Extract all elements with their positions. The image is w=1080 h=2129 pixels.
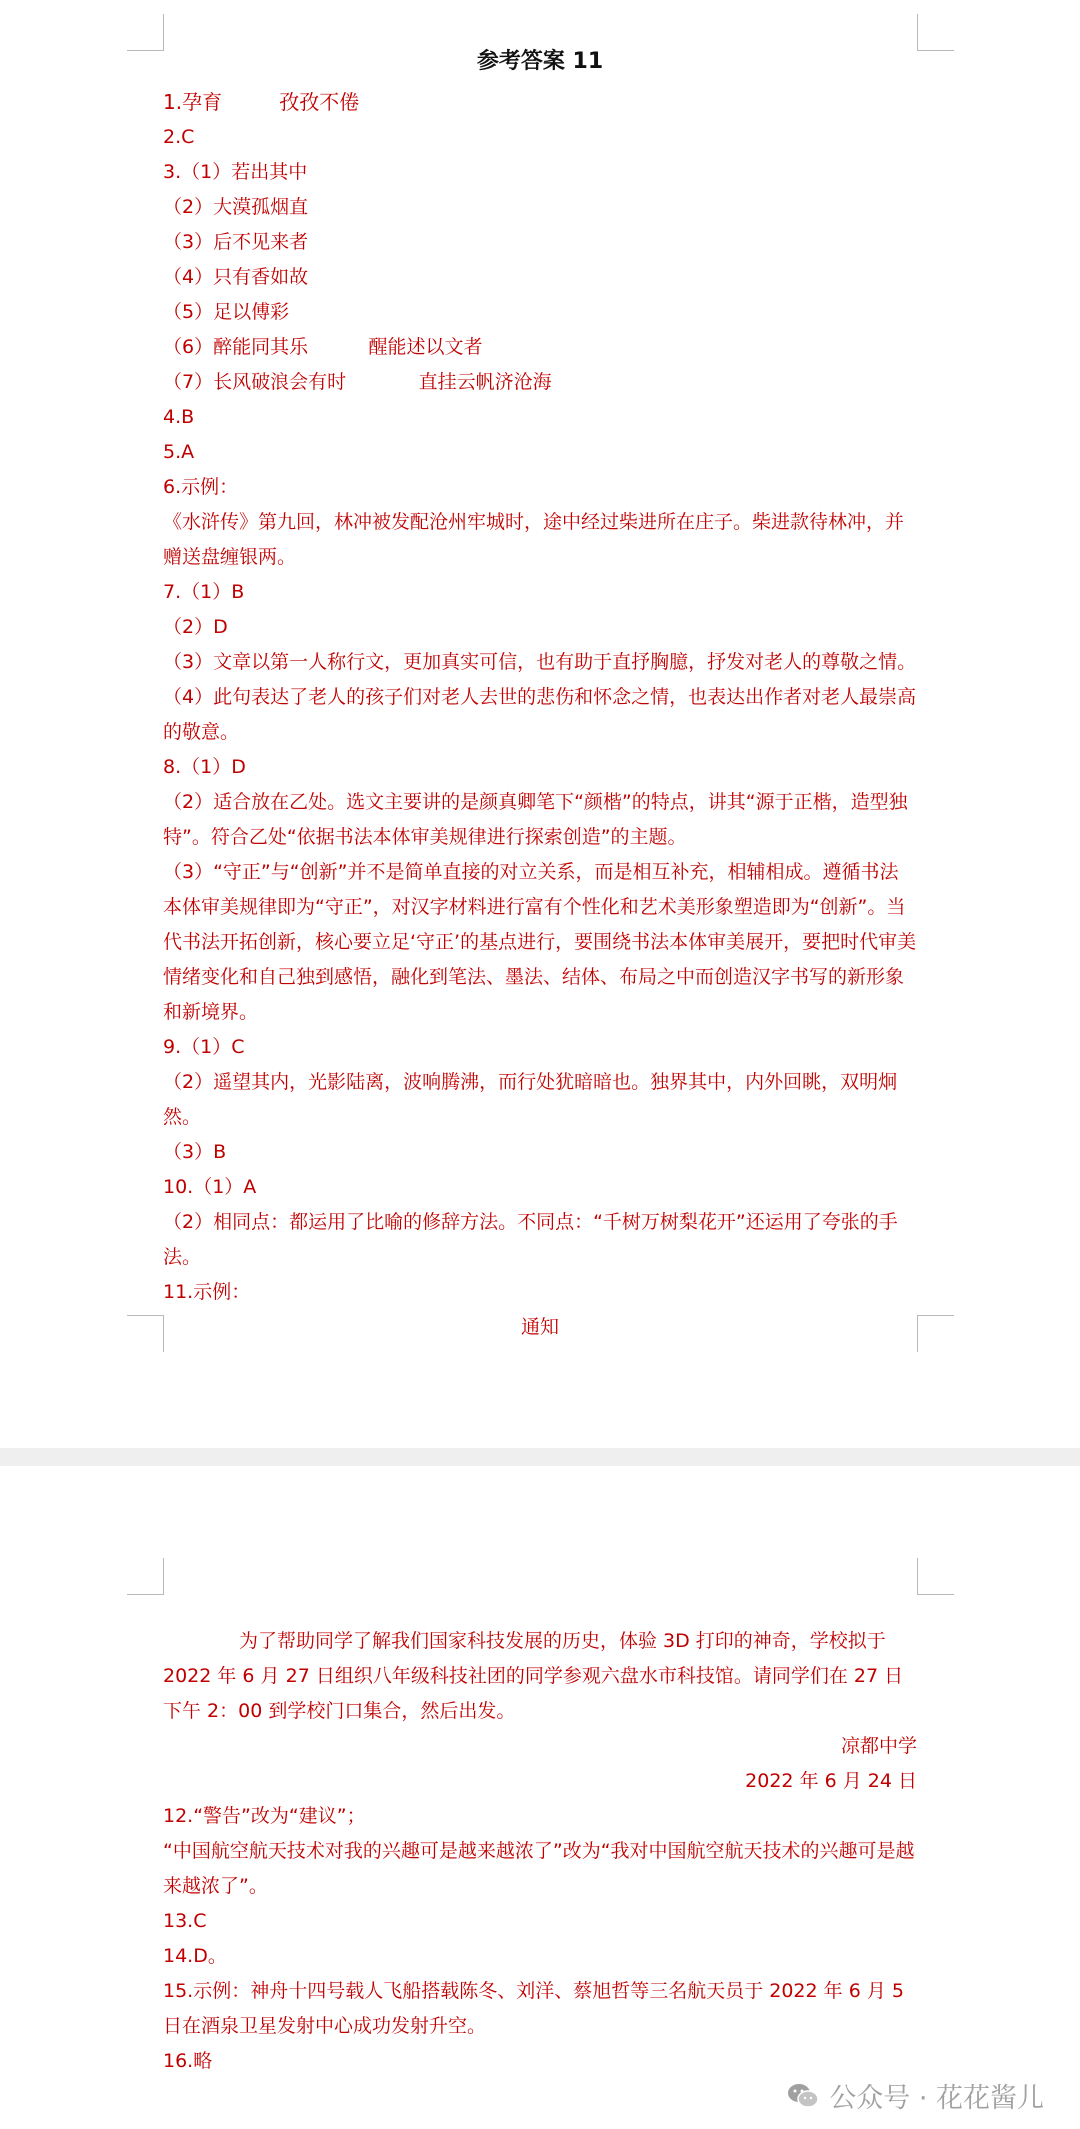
answer-line: 6.示例：: [163, 476, 239, 498]
notice-date: 2022 年 6 月 24 日: [745, 1770, 917, 1792]
answer-line: （4）只有香如故: [163, 266, 309, 288]
answer-line: 16.略: [163, 2050, 213, 2072]
crop-mark-top-right: [917, 1558, 954, 1595]
wechat-icon: [787, 2082, 819, 2110]
answer-paragraph: 15.示例：神舟十四号载人飞船搭载陈冬、刘洋、蔡旭哲等三名航天员于 2022 年 6 月 5 日在酒泉卫星发射中心成功发射升空。: [163, 1980, 904, 2037]
answer-paragraph: “中国航空航天技术对我的兴趣可是越来越浓了”改为“我对中国航空航天技术的兴趣可是越来越浓了”。: [163, 1840, 915, 1897]
answer-line: 8.（1）D: [163, 756, 246, 778]
answer-line: （5）足以傅彩: [163, 301, 290, 323]
answer-line: 12.“警告”改为“建议”；: [163, 1805, 366, 1827]
answer-line: 9.（1）C: [163, 1036, 245, 1058]
notice-title: 通知: [520, 1316, 559, 1338]
answer-paragraph: （2）相同点：都运用了比喻的修辞方法。不同点：“千树万树梨花开”还运用了夸张的手法。: [163, 1211, 898, 1268]
notice-body: 为了帮助同学了解我们国家科技发展的历史，体验 3D 打印的神奇，学校拟于 2022 年 6 月 27 日组织八年级科技社团的同学参观六盘水市科技馆。请同学们在 27 日下午 2：00 到学校门口集合，然后出发。: [163, 1630, 904, 1722]
answer-line: （2）D: [163, 616, 228, 638]
answer-line: （2）大漠孤烟直: [163, 196, 309, 218]
answer-line: （7）长风破浪会有时 直挂云帆济沧海: [163, 371, 552, 393]
answer-line: 7.（1）B: [163, 581, 245, 603]
document-page-2: [0, 1466, 1080, 2129]
watermark-text: 公众号 · 花花酱儿: [829, 2083, 1044, 2114]
answer-line: 3.（1）若出其中: [163, 161, 308, 183]
answer-block-2: [163, 1624, 917, 2079]
answer-paragraph: 《水浒传》第九回，林冲被发配沧州牢城时，途中经过柴进所在庄子。柴进款待林冲，并赠送盘缠银两。: [163, 511, 905, 568]
answer-line: 4.B: [163, 406, 195, 428]
answer-paragraph: （4）此句表达了老人的孩子们对老人去世的悲伤和怀念之情，也表达出作者对老人最崇高的敬意。: [163, 686, 917, 743]
crop-mark-bottom-right: [917, 1315, 954, 1352]
answer-line: 11.示例：: [163, 1281, 251, 1303]
answer-line: 1.孕育 孜孜不倦: [163, 90, 360, 114]
answer-paragraph: （2）遥望其内，光影陆离，波响腾沸，而行处犹暗暗也。独界其中，内外回眺，双明炯然。: [163, 1071, 898, 1128]
answer-line: 5.A: [163, 441, 195, 463]
crop-mark-top-left: [127, 1558, 164, 1595]
answer-line: 14.D。: [163, 1945, 227, 1967]
crop-mark-bottom-left: [127, 1315, 164, 1352]
page-title: 参考答案 11: [476, 49, 604, 74]
answer-block-1: [163, 85, 917, 1345]
notice-signature: 凉都中学: [840, 1735, 917, 1757]
watermark: [787, 2076, 1044, 2115]
answer-line: （3）后不见来者: [163, 231, 309, 253]
answer-paragraph: （2）适合放在乙处。选文主要讲的是颜真卿笔下“颜楷”的特点，讲其“源于正楷，造型独特”。符合乙处“依据书法本体审美规律进行探索创造”的主题。: [163, 791, 908, 848]
answer-line: 10.（1）A: [163, 1176, 257, 1198]
answer-line: （3）B: [163, 1141, 227, 1163]
answer-line: 13.C: [163, 1910, 207, 1932]
page-separator: [0, 1448, 1080, 1466]
answer-paragraph: （3）文章以第一人称行文，更加真实可信，也有助于直抒胸臆，抒发对老人的尊敬之情。: [163, 651, 917, 673]
answer-line: 2.C: [163, 126, 195, 148]
answer-paragraph: （3）“守正”与“创新”并不是简单直接的对立关系，而是相互补充，相辅相成。遵循书法本体审美规律即为“守正”，对汉字材料进行富有个性化和艺术美形象塑造即为“创新”。当代书法开拓创新，核心要立足‘守正’的基点进行，要围绕书法本体审美展开，要把时代审美情绪变化和自己独到感悟，融化到笔法、墨法、结体、布局之中而创造汉字书写的新形象和新境界。: [163, 861, 917, 1023]
answer-line: （6）醉能同其乐 醒能述以文者: [163, 336, 483, 358]
